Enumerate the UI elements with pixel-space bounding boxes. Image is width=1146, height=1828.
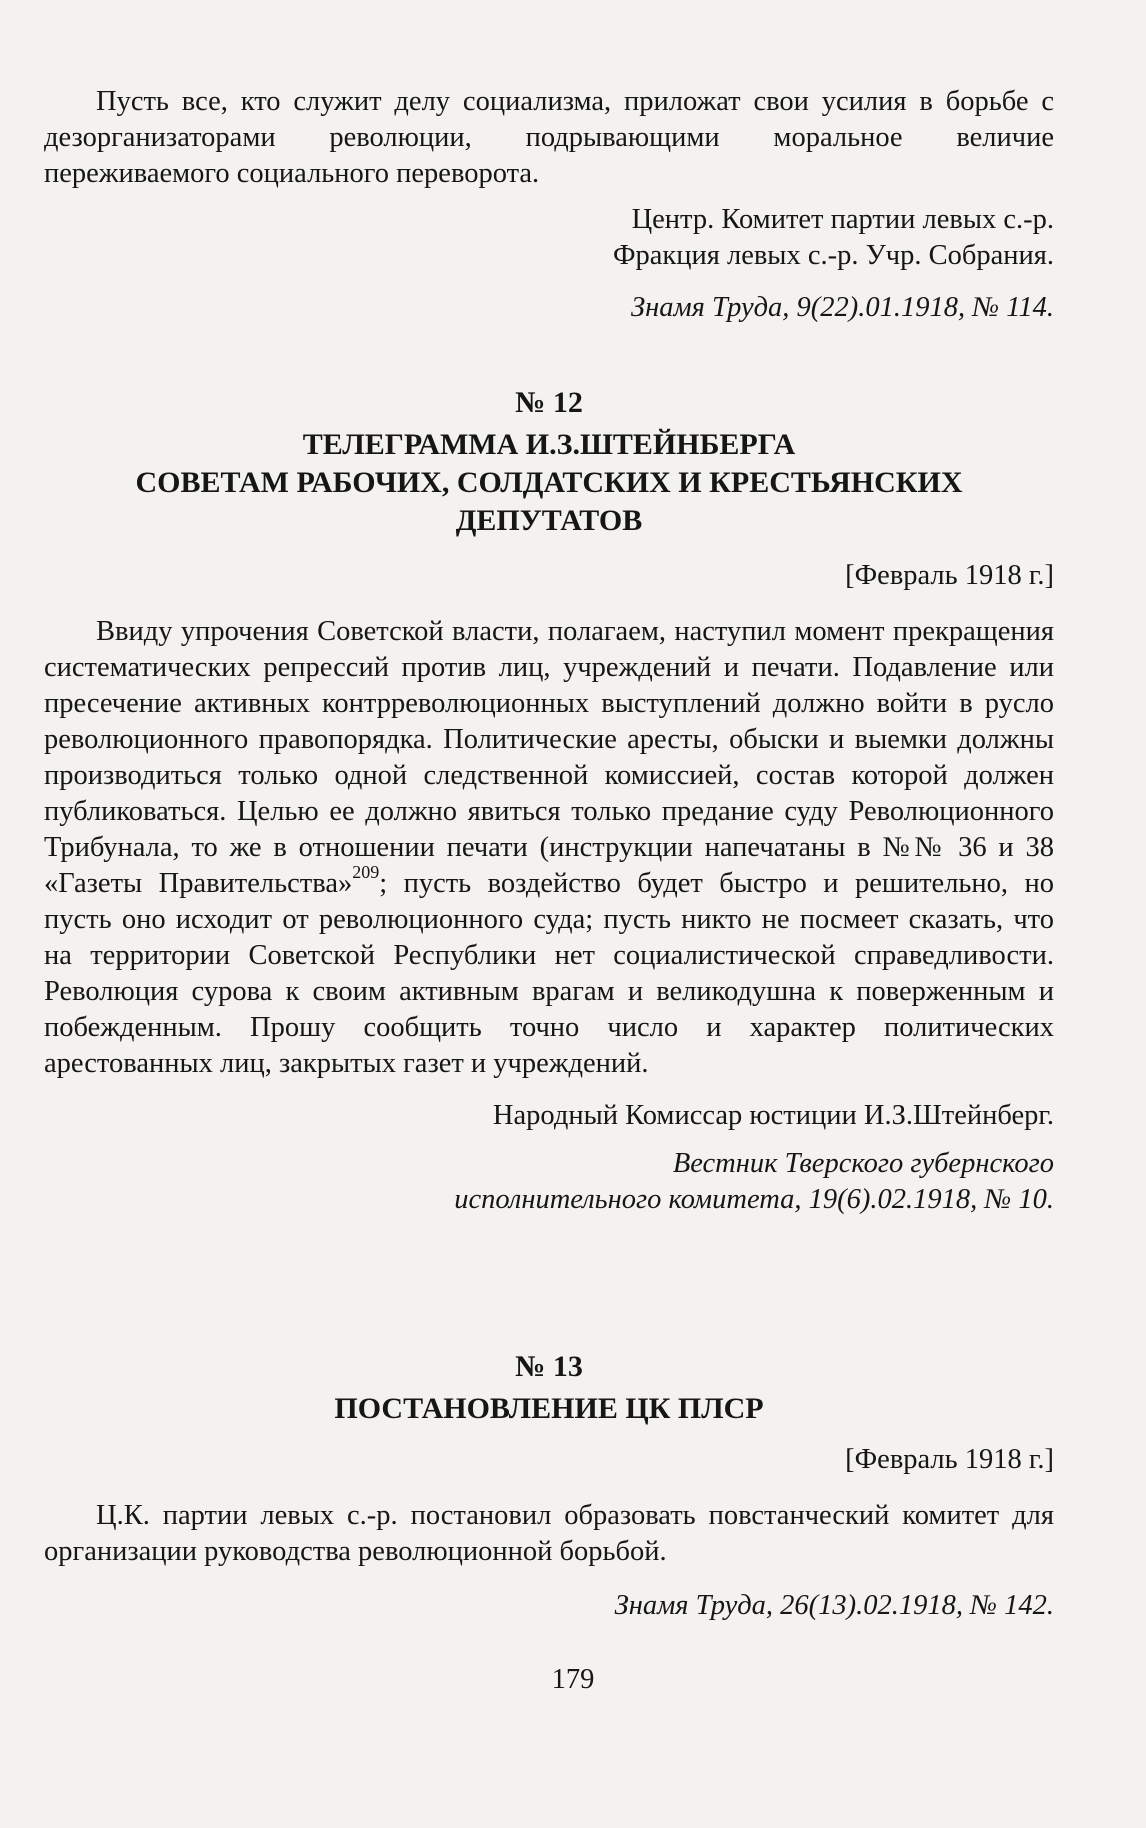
footnote-209: 209 (352, 862, 380, 882)
doc12-body-part-2: ; пусть воздейство будет быстро и решительно, но пусть оно исходит от революционного суда; пусть никто не посмеет сказать, что на территории Советской Республики нет социалистической справедливости. Революция сурова к своим активным врагам и великодушна к поверженным и побежденным. Прошу сообщить точно число и характер политических арестованных лиц, закрытых газет и учреждений. (44, 868, 1054, 1079)
doc13-title: ПОСТАНОВЛЕНИЕ ЦК ПЛСР (334, 1392, 764, 1425)
intro-source: Знамя Труда, 9(22).01.1918, № 114. (630, 292, 1054, 323)
document-12 (44, 384, 1054, 1218)
intro-paragraph: Пусть все, кто служит делу социализма, приложат свои усилия в борьбе с дезорганизаторами революции, подрывающими моральное величие переживаемого социального переворота. (44, 86, 1054, 189)
doc12-body-part-1: Ввиду упрочения Советской власти, полагаем, наступил момент прекращения систематических репрессий против лиц, учреждений и печати. Подавление или пресечение активных контрреволюционных выступлений должно войти в русло революционного правопорядка. Политические аресты, обыски и выемки должны производиться только одной следственной комиссией, состав которой должен публиковаться. Целью ее должно явиться только предание суду Революционного Трибунала, то же в отношении печати (инструкции напечатаны в №№ 36 и 38 «Газеты Правительства» (44, 616, 1054, 899)
intro-signature-line-2: Фракция левых с.-р. Учр. Собрания. (612, 240, 1054, 271)
page-number: 179 (551, 1664, 595, 1695)
intro-block (44, 84, 1054, 326)
doc13-body: Ц.К. партии левых с.-р. постановил образовать повстанческий комитет для организации руководства революционной борьбой. (44, 1500, 1054, 1567)
doc12-source-line-1: Вестник Тверского губернского (672, 1148, 1054, 1179)
doc13-number: № 13 (515, 1350, 583, 1383)
intro-signature-line-1: Центр. Комитет партии левых с.-р. (631, 204, 1054, 235)
doc12-body (44, 614, 1054, 1082)
doc13-date: [Февраль 1918 г.] (845, 1444, 1054, 1475)
document-13 (44, 1348, 1054, 1624)
doc12-title-line-3: ДЕПУТАТОВ (455, 504, 643, 537)
doc12-date: [Февраль 1918 г.] (845, 560, 1054, 591)
doc12-number: № 12 (515, 386, 583, 419)
doc12-signature: Народный Комиссар юстиции И.З.Штейнберг. (492, 1100, 1054, 1131)
doc12-source-line-2: исполнительного комитета, 19(6).02.1918, № 10. (454, 1184, 1054, 1215)
doc12-title-line-2: СОВЕТАМ РАБОЧИХ, СОЛДАТСКИХ И КРЕСТЬЯНСКИХ (135, 466, 963, 499)
doc12-title-line-1: ТЕЛЕГРАММА И.З.ШТЕЙНБЕРГА (302, 428, 796, 461)
doc13-source: Знамя Труда, 26(13).02.1918, № 142. (614, 1590, 1054, 1621)
